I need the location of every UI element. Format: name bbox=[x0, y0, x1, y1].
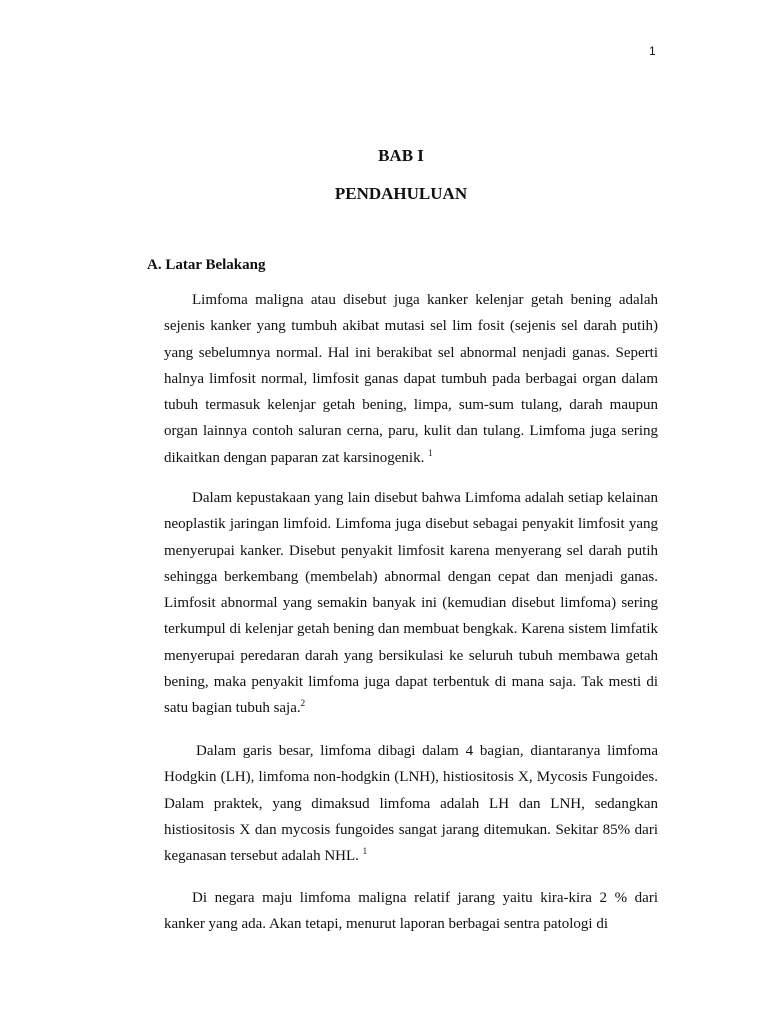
paragraph-1-text: Limfoma maligna atau disebut juga kanker kelenjar getah bening adalah sejenis kanker yang tumbuh akibat mutasi sel lim fosit (sejenis sel darah putih) yang sebelumnya normal. Hal ini berakibat sel abnormal nenjadi ganas. Seperti halnya limfosit normal, limfosit ganas dapat tumbuh pada berbagai organ dalam tubuh termasuk kelenjar getah bening, limpa, sum-sum tulang, darah maupun organ lainnya contoh saluran cerna, paru, kulit dan tulang. Limfoma juga sering dikaitkan dengan paparan zat karsinogenik. bbox=[164, 292, 658, 466]
paragraph-2 bbox=[164, 485, 658, 722]
paragraph-4 bbox=[164, 885, 658, 938]
paragraph-4-text: Di negara maju limfoma maligna relatif jarang yaitu kira-kira 2 % dari kanker yang ada. Akan tetapi, menurut laporan berbagai sentra patologi di bbox=[164, 890, 658, 933]
paragraph-1 bbox=[164, 287, 658, 471]
chapter-title: PENDAHULUAN bbox=[334, 184, 468, 203]
paragraph-2-footnote-ref: 2 bbox=[300, 698, 306, 709]
paragraph-2-text: Dalam kepustakaan yang lain disebut bahwa Limfoma adalah setiap kelainan neoplastik jaringan limfoid. Limfoma juga disebut sebagai penyakit limfosit yang menyerupai kanker. Disebut penyakit limfosit karena menyerang sel darah putih sehingga berkembang (membelah) abnormal dengan cepat dan menjadi ganas. Limfosit abnormal yang semakin banyak ini (kemudian disebut limfoma) sering terkumpul di kelenjar getah bening dan membuat bengkak. Karena sistem limfatik menyerupai peredaran darah yang bersikulasi ke seluruh tubuh membawa getah bening, maka penyakit limfoma juga dapat terbentuk di mana saja. Tak mesti di satu bagian tubuh saja. bbox=[164, 490, 658, 717]
section-heading: A. Latar Belakang bbox=[147, 257, 266, 273]
paragraph-3 bbox=[164, 738, 658, 869]
paragraph-3-text: Dalam garis besar, limfoma dibagi dalam 4 bagian, diantaranya limfoma Hodgkin (LH), limfoma non-hodgkin (LNH), histiositosis X, Mycosis Fungoides. Dalam praktek, yang dimaksud limfoma adalah LH dan LNH, sedangkan histiositosis X dan mycosis fungoides sangat jarang ditemukan. Sekitar 85% dari keganasan tersebut adalah NHL. bbox=[164, 743, 658, 865]
paragraph-1-footnote-ref: 1 bbox=[428, 447, 433, 458]
paragraph-3-footnote-ref: 1 bbox=[362, 846, 368, 857]
chapter-label: BAB I bbox=[378, 146, 424, 165]
page-number: 1 bbox=[649, 44, 656, 58]
